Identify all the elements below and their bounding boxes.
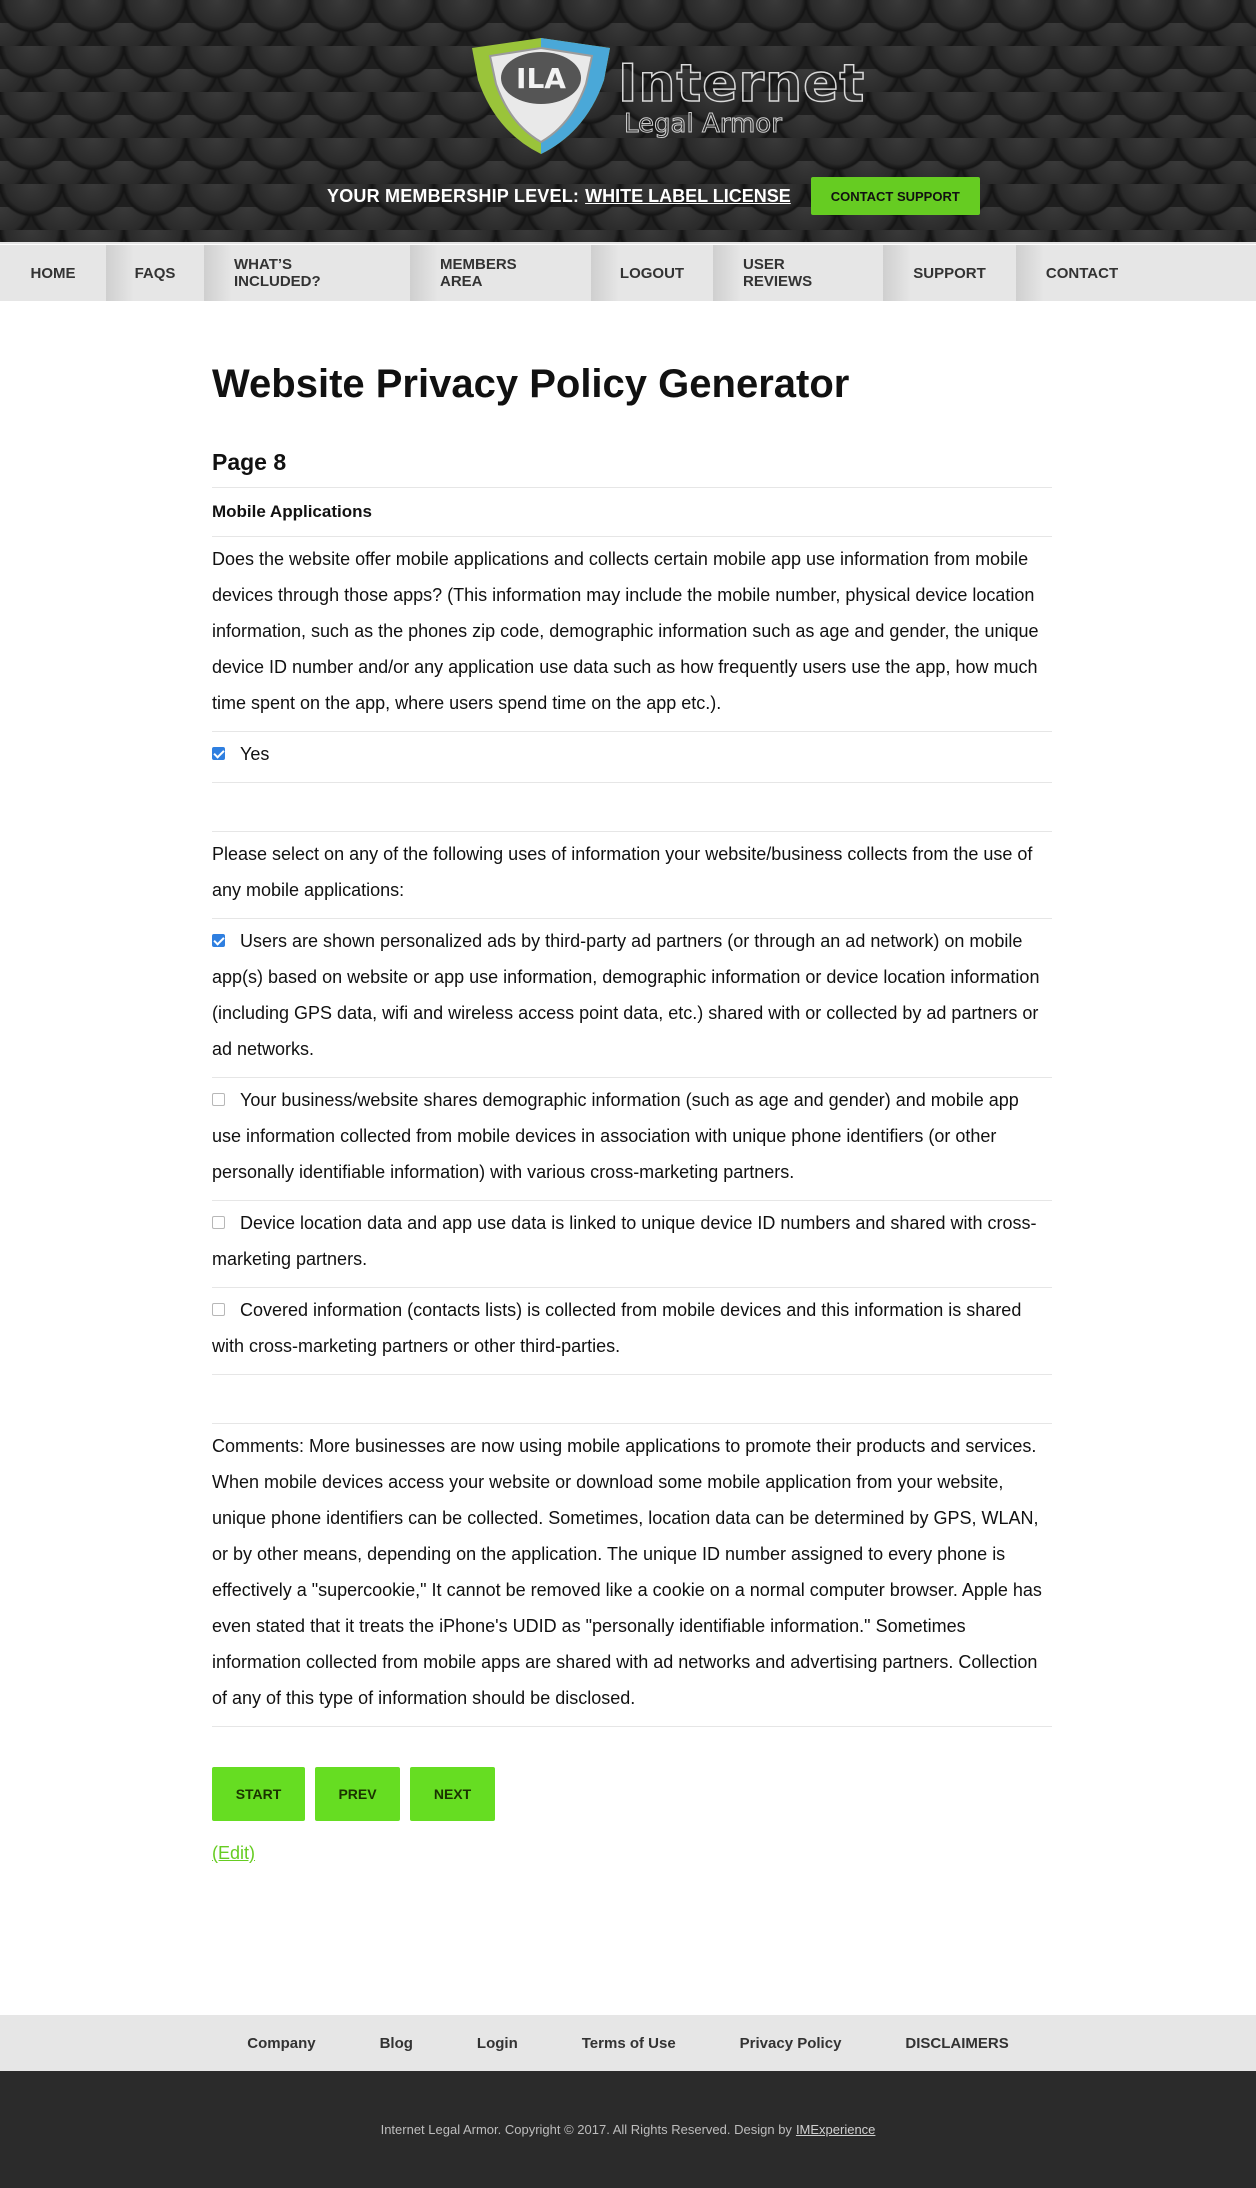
nav-item-home[interactable]: HOME [0, 245, 106, 301]
nav-item-members-area[interactable]: MEMBERS AREA [410, 245, 591, 301]
nav-item-support[interactable]: SUPPORT [883, 245, 1016, 301]
contact-support-button[interactable]: CONTACT SUPPORT [811, 177, 980, 215]
main-content [212, 301, 1052, 1864]
designer-link[interactable]: IMExperience [795, 2122, 876, 2137]
logo-wordmark [618, 54, 866, 139]
use-option-contacts-lists[interactable] [212, 1288, 1052, 1375]
footer-link-privacy[interactable]: Privacy Policy [739, 2034, 842, 2052]
footer-nav [0, 2015, 1256, 2071]
nav-item-contact[interactable]: CONTACT [1016, 245, 1148, 301]
page-number-heading: Page 8 [212, 447, 1052, 488]
membership-label: YOUR MEMBERSHIP LEVEL: [327, 185, 580, 206]
footer-link-blog[interactable]: Blog [379, 2034, 413, 2052]
wizard-buttons [212, 1767, 1052, 1821]
use-option-checkbox-4[interactable] [212, 1303, 225, 1316]
yes-checkbox[interactable] [212, 747, 225, 760]
nav-item-logout[interactable]: LOGOUT [591, 245, 713, 301]
use-option-label-2: Your business/website shares demographic information (such as age and gender) and mobile app use information collected from mobile devices in association with unique phone identifiers (or other personally identifiable information) with various cross-marketing partners. [212, 1090, 1019, 1182]
edit-link[interactable]: (Edit) [212, 1843, 256, 1863]
use-option-personalized-ads[interactable] [212, 919, 1052, 1078]
site-header [0, 0, 1256, 244]
footer-link-disclaimers[interactable]: DISCLAIMERS [905, 2034, 1009, 2052]
membership-level-link[interactable]: WHITE LABEL LICENSE [585, 185, 791, 206]
use-option-checkbox-1[interactable] [212, 934, 225, 947]
nav-item-whats-included[interactable]: WHAT’S INCLUDED? [204, 245, 410, 301]
comments-text: Comments: More businesses are now using mobile applications to promote their products and services. When mobile devices access your website or download some mobile application from your website, unique phone identifiers can be collected. Sometimes, location data can be determined by GPS, WLAN, or by other means, depending on the application. The unique ID number assigned to every phone is effectively a "supercookie," It cannot be removed like a cookie on a normal computer browser. Apple has even stated that it treats the iPhone's UDID as "personally identifiable information." Sometimes information collected from mobile apps are shared with ad networks and advertising partners. Collection of any of this type of information should be disclosed. [212, 1424, 1052, 1727]
shield-logo-icon [466, 34, 616, 158]
question-text: Does the website offer mobile applications and collects certain mobile app use information from mobile devices through those apps? (This information may include the mobile number, physical device location information, such as the phones zip code, demographic information such as age and gender, the unique device ID number and/or any application use data such as how frequently users use the app, how much time spent on the app, where users spend time on the app etc.). [212, 537, 1052, 732]
footer-link-terms[interactable]: Terms of Use [581, 2034, 676, 2052]
section-divider [212, 783, 1052, 832]
use-option-label-4: Covered information (contacts lists) is collected from mobile devices and this information is shared with cross-marketing partners or other third-parties. [212, 1300, 1022, 1356]
start-button[interactable]: START [212, 1767, 305, 1821]
use-option-device-location[interactable] [212, 1201, 1052, 1288]
copyright-text: Internet Legal Armor. Copyright © 2017. All Rights Reserved. Design by [380, 2122, 792, 2137]
yes-option[interactable] [212, 732, 1052, 783]
use-option-label-1: Users are shown personalized ads by third-party ad partners (or through an ad network) on mobile app(s) based on website or app use information, demographic information or device location information (including GPS data, wifi and wireless access point data, etc.) shared with or collected by ad partners or ad networks. [212, 931, 1040, 1059]
footer-link-login[interactable]: Login [476, 2034, 518, 2052]
svg-text:ILA: ILA [516, 62, 566, 95]
nav-item-faqs[interactable]: FAQS [106, 245, 204, 301]
use-option-checkbox-3[interactable] [212, 1216, 225, 1229]
site-logo[interactable] [466, 34, 866, 158]
logo-word-legal-armor: Legal Armor [624, 109, 782, 139]
nav-item-user-reviews[interactable]: USER REVIEWS [713, 245, 883, 301]
footer-link-company[interactable]: Company [247, 2034, 316, 2052]
page-title: Website Privacy Policy Generator [212, 362, 850, 406]
uses-prompt: Please select on any of the following uses of information your website/business collects from the use of any mobile applications: [212, 832, 1052, 919]
yes-label: Yes [240, 744, 270, 764]
use-option-checkbox-2[interactable] [212, 1093, 225, 1106]
next-button[interactable]: NEXT [410, 1767, 495, 1821]
use-option-label-3: Device location data and app use data is linked to unique device ID numbers and shared with cross-marketing partners. [212, 1213, 1037, 1269]
membership-bar [327, 177, 980, 215]
section-title: Mobile Applications [212, 488, 1052, 537]
use-option-demographic-sharing[interactable] [212, 1078, 1052, 1201]
prev-button[interactable]: PREV [315, 1767, 400, 1821]
section-divider [212, 1375, 1052, 1424]
main-nav [0, 245, 1256, 301]
footer-copyright-bar [0, 2071, 1256, 2188]
logo-word-internet: Internet [618, 54, 866, 114]
